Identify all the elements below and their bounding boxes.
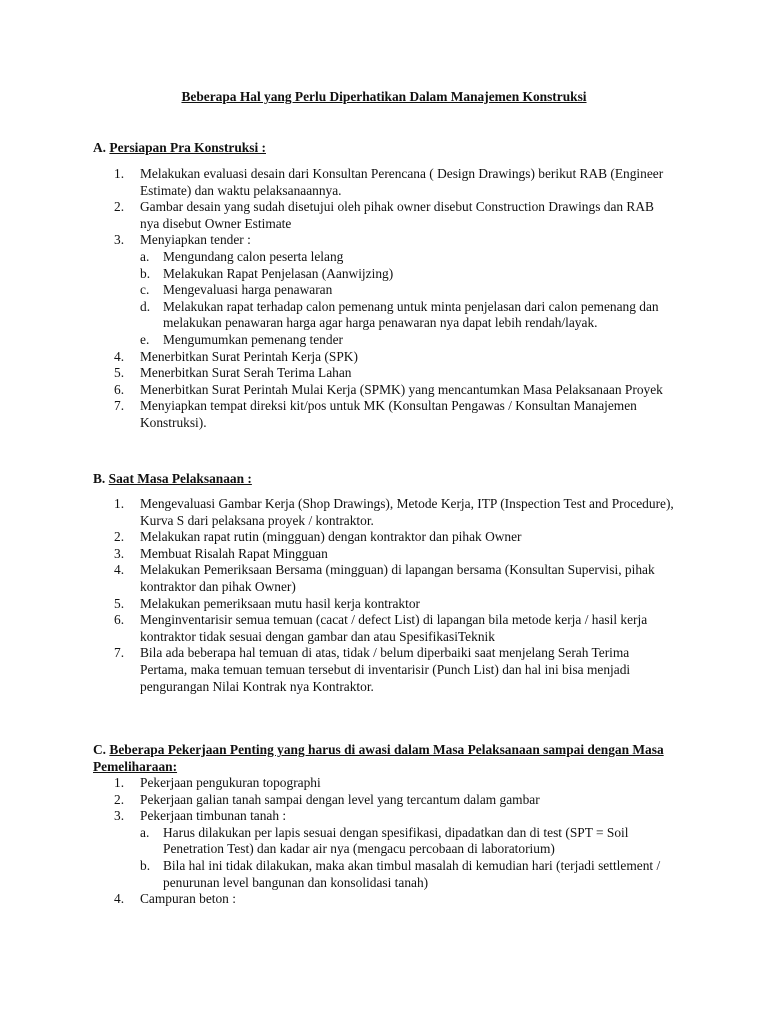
list-item: 5. Melakukan pemeriksaan mutu hasil kerja kontraktor [114, 595, 421, 611]
sub-list-item: c. Mengevaluasi harga penawaran [140, 282, 333, 298]
section-c-prefix: C. [93, 742, 107, 757]
list-item: 4. Melakukan Pemeriksaan Bersama (mingguan) di lapangan bersama (Konsultan Supervisi, pihak kontraktor dan pihak Owner) [114, 562, 655, 594]
section-b-title: Saat Masa Pelaksanaan : [108, 471, 252, 486]
section-b-heading [93, 471, 693, 488]
section-c-title: Beberapa Pekerjaan Penting yang harus di awasi dalam Masa Pelaksanaan sampai dengan Masa Pemeliharaan: [93, 742, 664, 774]
list-item: 2. Pekerjaan galian tanah sampai dengan level yang tercantum dalam gambar [114, 791, 540, 807]
list-item: 7. Menyiapkan tempat direksi kit/pos untuk MK (Konsultan Pengawas / Konsultan Manajemen Konstruksi). [114, 398, 637, 430]
section-c-list [0, 775, 768, 908]
sub-list-item: a. Mengundang calon peserta lelang [140, 248, 344, 264]
list-item: 3. Pekerjaan timbunan tanah : a. Harus dilakukan per lapis sesuai dengan spesifikasi, dipadatkan dan di test (SPT = Soil Penetration Test) dan kadar air nya (mengacu percobaan di laboratorium) b. Bila hal ini tidak dilakukan, maka akan timbul masalah di kemudian hari (terjadi settlement / penurunan level bangunan dan konsolidasi tanah) [0, 808, 675, 891]
section-b-prefix: B. [93, 471, 106, 486]
document-title: Beberapa Hal yang Perlu Diperhatikan Dalam Manajemen Konstruksi [181, 89, 587, 104]
sub-list-item: d. Melakukan rapat terhadap calon pemenang untuk minta penjelasan dari calon pemenang dan melakukan penawaran harga agar harga penawaran nya dapat lebih rendah/layak. [140, 298, 659, 331]
list-item: 6. Menginventarisir semua temuan (cacat / defect List) di lapangan bila metode kerja / hasil kerja kontraktor tidak sesuai dengan gambar dan atau SpesifikasiTeknik [114, 612, 648, 644]
sub-list-item: b. Melakukan Rapat Penjelasan (Aanwijzing) [140, 265, 394, 281]
section-a-heading [93, 140, 693, 157]
list-item: 2. Gambar desain yang sudah disetujui oleh pihak owner disebut Construction Drawings dan RAB nya disebut Owner Estimate [114, 199, 654, 231]
list-item: 3. Menyiapkan tender : a. Mengundang calon peserta lelang b. Melakukan Rapat Penjelasan (Aanwijzing) c. Mengevaluasi harga penawaran d. Melakukan rapat terhadap calon pemenang untuk minta penjelasan dari calon pemenang dan melakukan penawaran harga agar harga penawaran nya dapat lebih rendah/layak. e. Mengumumkan pemenang tender [0, 232, 675, 348]
list-item: 1. Mengevaluasi Gambar Kerja (Shop Drawings), Metode Kerja, ITP (Inspection Test and Procedure), Kurva S dari pelaksana proyek / kontraktor. [114, 496, 674, 528]
section-a-prefix: A. [93, 140, 107, 155]
sub-list-item: a. Harus dilakukan per lapis sesuai dengan spesifikasi, dipadatkan dan di test (SPT = Soil Penetration Test) dan kadar air nya (mengacu percobaan di laboratorium) [140, 824, 629, 857]
list-item: 7. Bila ada beberapa hal temuan di atas, tidak / belum diperbaiki saat menjelang Serah Terima Pertama, maka temuan temuan tersebut di inventarisir (Punch List) dan hal ini bisa menjadi pengurangan Nilai Kontrak nya Kontraktor. [114, 645, 631, 694]
list-item: 4. Campuran beton : [114, 891, 236, 907]
section-a-title: Persiapan Pra Konstruksi : [109, 140, 266, 155]
section-c-heading [93, 742, 693, 775]
list-item: 1. Pekerjaan pengukuran topographi [114, 775, 321, 790]
section-a-list [0, 166, 768, 432]
list-item: 5. Menerbitkan Surat Serah Terima Lahan [114, 365, 352, 381]
list-item: 2. Melakukan rapat rutin (mingguan) dengan kontraktor dan pihak Owner [114, 529, 522, 545]
sub-list-item: b. Bila hal ini tidak dilakukan, maka akan timbul masalah di kemudian hari (terjadi settlement / penurunan level bangunan dan konsolidasi tanah) [140, 857, 661, 890]
list-item: 3. Membuat Risalah Rapat Mingguan [114, 545, 328, 561]
sub-list [140, 249, 675, 349]
list-item: 6. Menerbitkan Surat Perintah Mulai Kerja (SPMK) yang mencantumkan Masa Pelaksanaan Proyek [114, 381, 663, 397]
sub-list [140, 825, 675, 891]
sub-list-item: e. Mengumumkan pemenang tender [140, 331, 343, 347]
section-b-list [0, 496, 768, 695]
list-item: 1. Melakukan evaluasi desain dari Konsultan Perencana ( Design Drawings) berikut RAB (Engineer Estimate) dan waktu pelaksanaannya. [114, 166, 664, 198]
list-item: 4. Menerbitkan Surat Perintah Kerja (SPK) [114, 348, 358, 364]
